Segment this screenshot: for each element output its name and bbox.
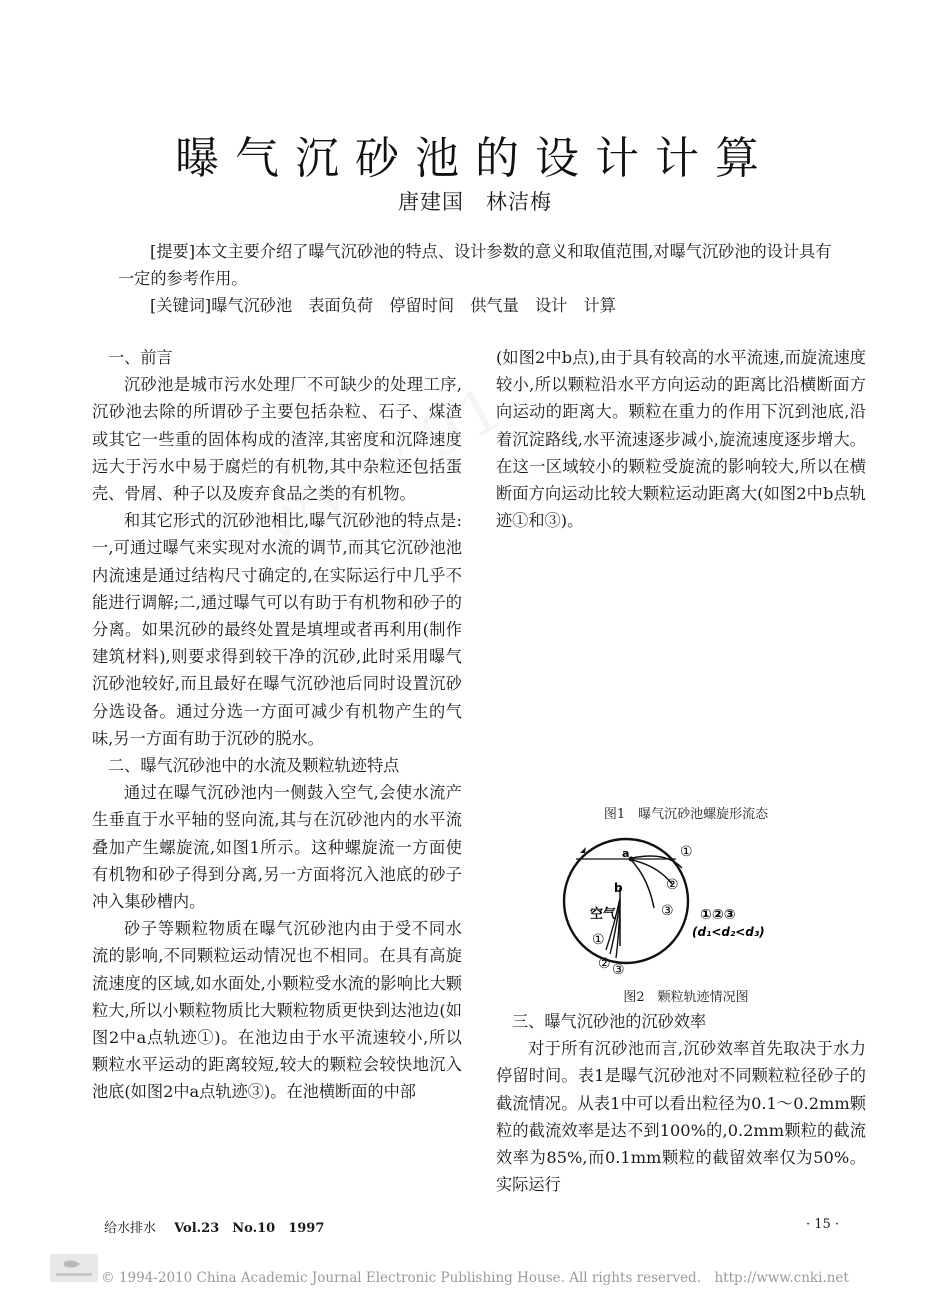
figure-2-diagram xyxy=(556,826,786,976)
article-title: 曝气沉砂池的设计计算 xyxy=(175,133,775,184)
paragraph-4-continued: (如图2中b点),由于具有较高的水平流速,而旋流速度较小,所以颗粒沿水平方向运动的距离比沿横断面方向运动的距离大。颗粒在重力的作用下沉到池底,沿着沉淀路线,水平流速逐步减小,旋流速度逐步增大。在这一区域较小的颗粒受旋流的影响较大,所以在横断面方向运动比较大颗粒运动距离大(如图2中b点轨迹①和③)。 xyxy=(496,348,866,531)
section-2-heading: 二、曝气沉砂池中的水流及颗粒轨迹特点 xyxy=(108,756,400,776)
label-a: a xyxy=(622,847,630,860)
legend-condition: (d₁<d₂<d₃) xyxy=(692,925,765,939)
section-3-heading: 三、曝气沉砂池的沉砂效率 xyxy=(512,1012,707,1031)
journal-info xyxy=(104,1217,324,1236)
volume-info: Vol.23 No.10 1997 xyxy=(174,1221,325,1236)
label-b: b xyxy=(614,881,623,895)
trajectory-label-3: ③ xyxy=(661,903,674,919)
bottom-label-1: ① xyxy=(592,932,605,948)
trajectory-label-1: ① xyxy=(680,844,693,860)
left-column xyxy=(92,344,462,1106)
abstract: [提要]本文主要介绍了曝气沉砂池的特点、设计参数的意义和取值范围,对曝气沉砂池的设计具有一定的参考作用。 xyxy=(118,242,832,288)
section-1-heading: 一、前言 xyxy=(108,348,173,367)
paragraph-3: 通过在曝气沉砂池内一侧鼓入空气,会使水流产生垂直于水平轴的竖向流,其与在沉砂池内的水平流叠加产生螺旋流,如图1所示。这种螺旋流一方面使有机物和砂子得到分离,另一方面将沉入池底的砂子冲入集砂槽内。 xyxy=(92,783,462,912)
label-air: 空气 xyxy=(590,907,617,922)
page-number: · 15 · xyxy=(806,1217,840,1232)
trajectory-3-line xyxy=(632,861,654,908)
authors: 唐建国 林洁梅 xyxy=(398,190,552,214)
paragraph-5: 对于所有沉砂池而言,沉砂效率首先取决于水力停留时间。表1是曝气沉砂池对不同颗粒粒径砂子的截流情况。从表1中可以看出粒径为0.1～0.2mm颗粒的截流效率是达不到100%的,0.2mm颗粒的截流效率为85%,而0.1mm颗粒的截留效率仅为50%。实际运行 xyxy=(496,1039,866,1195)
keywords: [关键词]曝气沉砂池 表面负荷 停留时间 供气量 设计 计算 xyxy=(150,296,616,315)
right-column-bottom xyxy=(496,1008,866,1198)
bottom-label-2: ② xyxy=(598,956,611,972)
paragraph-2: 和其它形式的沉砂池相比,曝气沉砂池的特点是:一,可通过曝气来实现对水流的调节,而其它沉砂池池内流速是通过结构尺寸确定的,在实际运行中几乎不能进行调解;二,通过曝气可以有助于有机物和砂子的分离。如果沉砂的最终处置是填埋或者再利用(制作建筑材料),则要求得到较干净的沉砂,此时采用曝气沉砂池较好,而且最好在曝气沉砂池后同时设置沉砂分选设备。通过分选一方面可减少有机物产生的气味,另一方面有助于沉砂的脱水。 xyxy=(92,511,462,748)
bottom-label-3: ③ xyxy=(612,962,625,976)
figure-2-caption: 图2 颗粒轨迹情况图 xyxy=(623,990,749,1005)
paragraph-4: 砂子等颗粒物质在曝气沉砂池内由于受不同水流的影响,不同颗粒运动情况也不相同。在具有高旋流速度的区域,如水面处,小颗粒受水流的影响比大颗粒大,所以小颗粒物质比大颗粒物质更快到达池边(如图2中a点轨迹①)。在池边由于水平流速较小,所以颗粒水平运动的距离较短,较大的颗粒会较快地沉入池底(如图2中a点轨迹③)。在池横断面的中部 xyxy=(92,919,462,1102)
legend-symbols: ①②③ xyxy=(700,907,736,923)
journal-name: 给水排水 xyxy=(104,1221,157,1236)
trajectory-label-2: ② xyxy=(666,877,679,893)
paragraph-1: 沉砂池是城市污水处理厂不可缺少的处理工序,沉砂池去除的所谓砂子主要包括杂粒、石子、煤渣或其它一些重的固体构成的渣滓,其密度和沉降速度远大于污水中易于腐烂的有机物,其中杂粒还包括蛋壳、骨屑、种子以及废弃食品之类的有机物。 xyxy=(92,375,462,504)
water-level-icon xyxy=(580,847,586,853)
copyright-notice: © 1994-2010 China Academic Journal Electronic Publishing House. All rights reserved. http://www.cnki.net xyxy=(101,1270,849,1286)
right-column-top xyxy=(496,344,866,534)
figure-1-caption: 图1 曝气沉砂池螺旋形流态 xyxy=(603,807,769,822)
